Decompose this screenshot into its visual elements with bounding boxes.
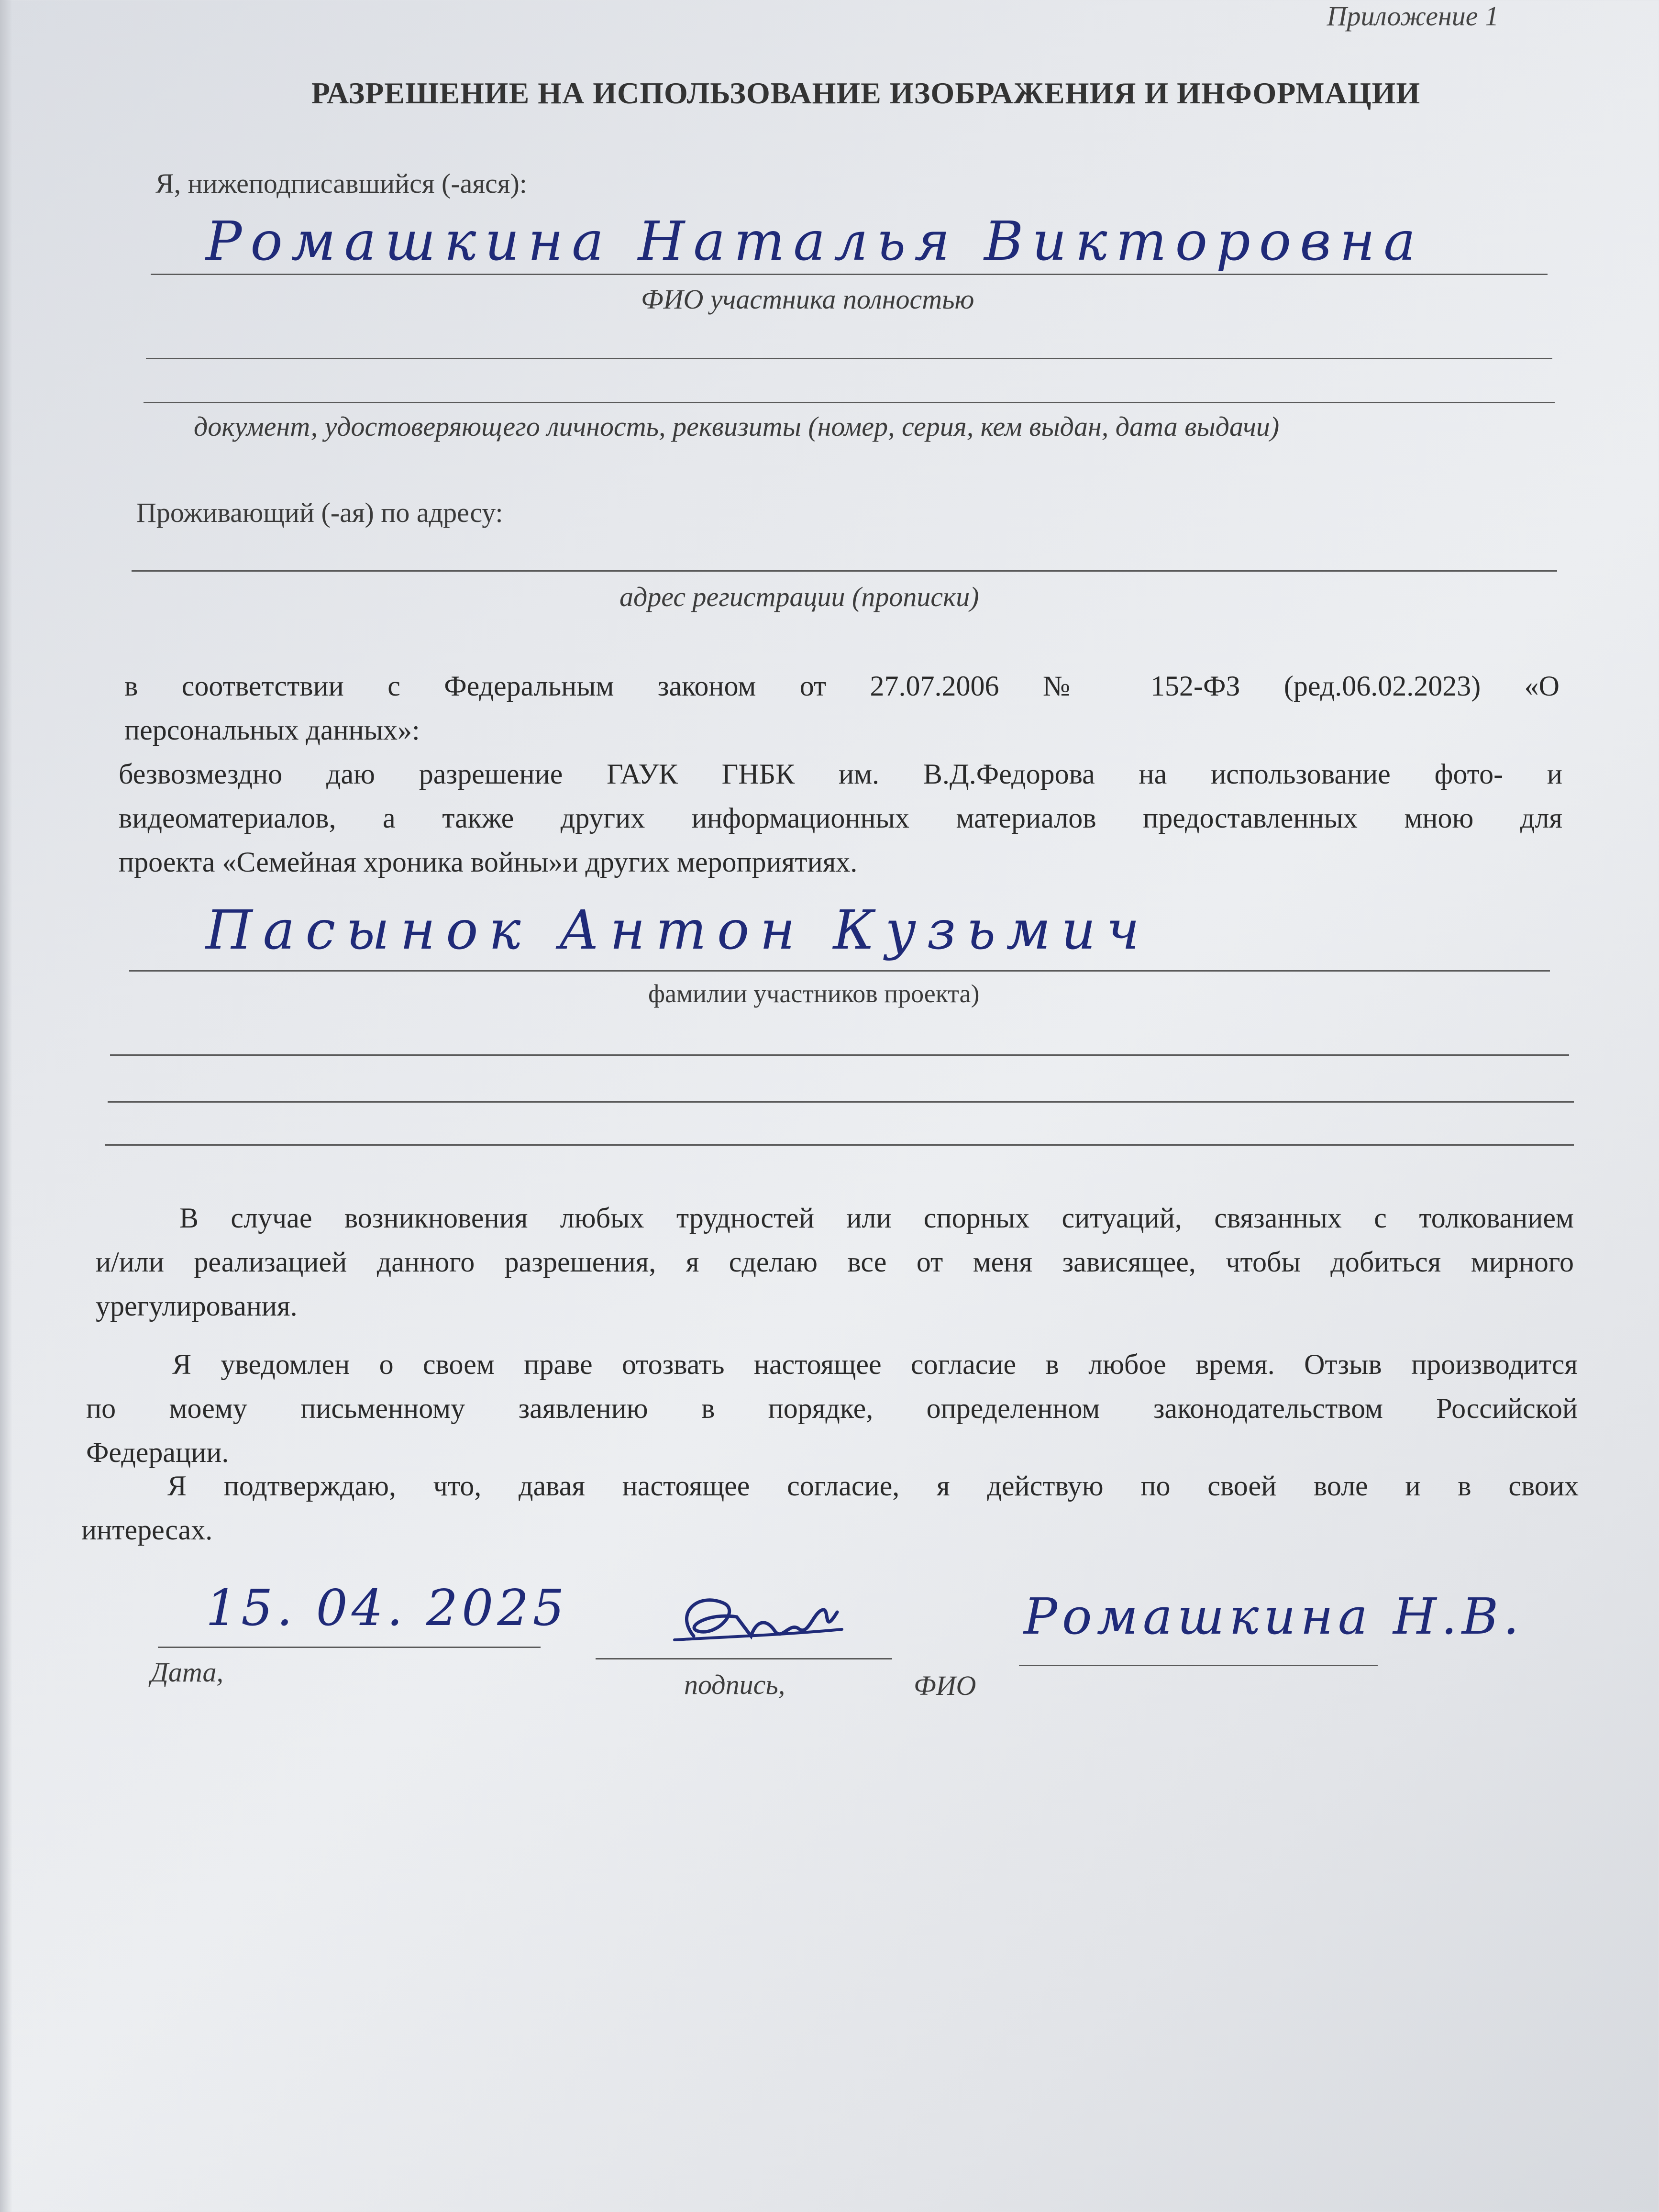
date-label: Дата, [151,1657,223,1688]
permission-paragraph [119,752,1562,884]
id-document-line-2 [144,402,1555,403]
confirm-line-1: Я подтверждаю, что, давая настоящее согласие, я действую по своей воле и в своих [167,1470,1579,1502]
disputes-line-1: В случае возникновения любых трудностей или спорных ситуаций, связанных с толкованием [179,1202,1574,1234]
participants-line-2 [110,1054,1569,1056]
revoke-line-2: по моему письменному заявлению в порядке, определенном законодательством Российской [86,1393,1578,1424]
confirm-line-2: интересах. [81,1514,213,1546]
id-document-caption: документ, удостоверяющего личность, реквизиты (номер, серия, кем выдан, дата выдачи) [194,411,1280,442]
confirm-paragraph [81,1464,1579,1552]
revoke-paragraph [86,1342,1578,1474]
participants-line-4 [105,1144,1574,1146]
full-name-line [151,274,1548,275]
address-line [132,570,1557,572]
fio-label: ФИО [914,1670,976,1701]
fio-handwriting: Ромашкина Н.В. [1024,1587,1524,1646]
participants-line [129,970,1550,972]
id-document-line-1 [146,358,1552,359]
law-paragraph [124,664,1559,752]
document-title: РАЗРЕШЕНИЕ НА ИСПОЛЬЗОВАНИЕ ИЗОБРАЖЕНИЯ И ИНФОРМАЦИИ [311,76,1421,110]
full-name-handwriting: Ромашкина Наталья Викторовна [206,210,1424,273]
permission-line-2: видеоматериалов, а также других информационных материалов предоставленных мною для [119,802,1562,834]
permission-line-3: проекта «Семейная хроника войны»и других мероприятиях. [119,846,858,878]
law-line-2: персональных данных»: [124,714,420,746]
disputes-paragraph [96,1196,1574,1328]
participants-line-3 [108,1101,1574,1103]
full-name-caption: ФИО участника полностью [641,284,974,315]
participants-caption: фамилии участников проекта) [648,979,980,1008]
revoke-line-1: Я уведомлен о своем праве отозвать настоящее согласие в любое время. Отзыв производится [172,1349,1578,1380]
disputes-line-2: и/или реализацией данного разрешения, я сделаю все от меня зависящее, чтобы добиться мирного [96,1246,1574,1278]
residence-label: Проживающий (-ая) по адресу: [136,497,503,528]
date-line [158,1647,541,1648]
permission-line-1: безвозмездно даю разрешение ГАУК ГНБК им. В.Д.Федорова на использование фото- и [119,758,1562,790]
participants-handwriting: Пасынок Антон Кузьмич [206,899,1150,962]
fio-line [1019,1665,1378,1666]
signature-line [596,1658,892,1659]
disputes-line-3: урегулирования. [96,1290,298,1322]
date-handwriting: 15. 04. 2025 [206,1579,568,1637]
law-line-1: в соответствии с Федеральным законом от 27.07.2006 № 152-ФЗ (ред.06.02.2023) «О [124,670,1559,702]
signature-drawing [665,1583,847,1660]
signature-label: подпись, [684,1669,785,1700]
undersigned-label: Я, нижеподписавшийся (-аяся): [155,168,527,199]
revoke-line-3: Федерации. [86,1437,229,1468]
appendix-label: Приложение 1 [1327,0,1499,32]
page-edge-shadow [0,0,12,2212]
address-caption: адрес регистрации (прописки) [619,581,979,612]
